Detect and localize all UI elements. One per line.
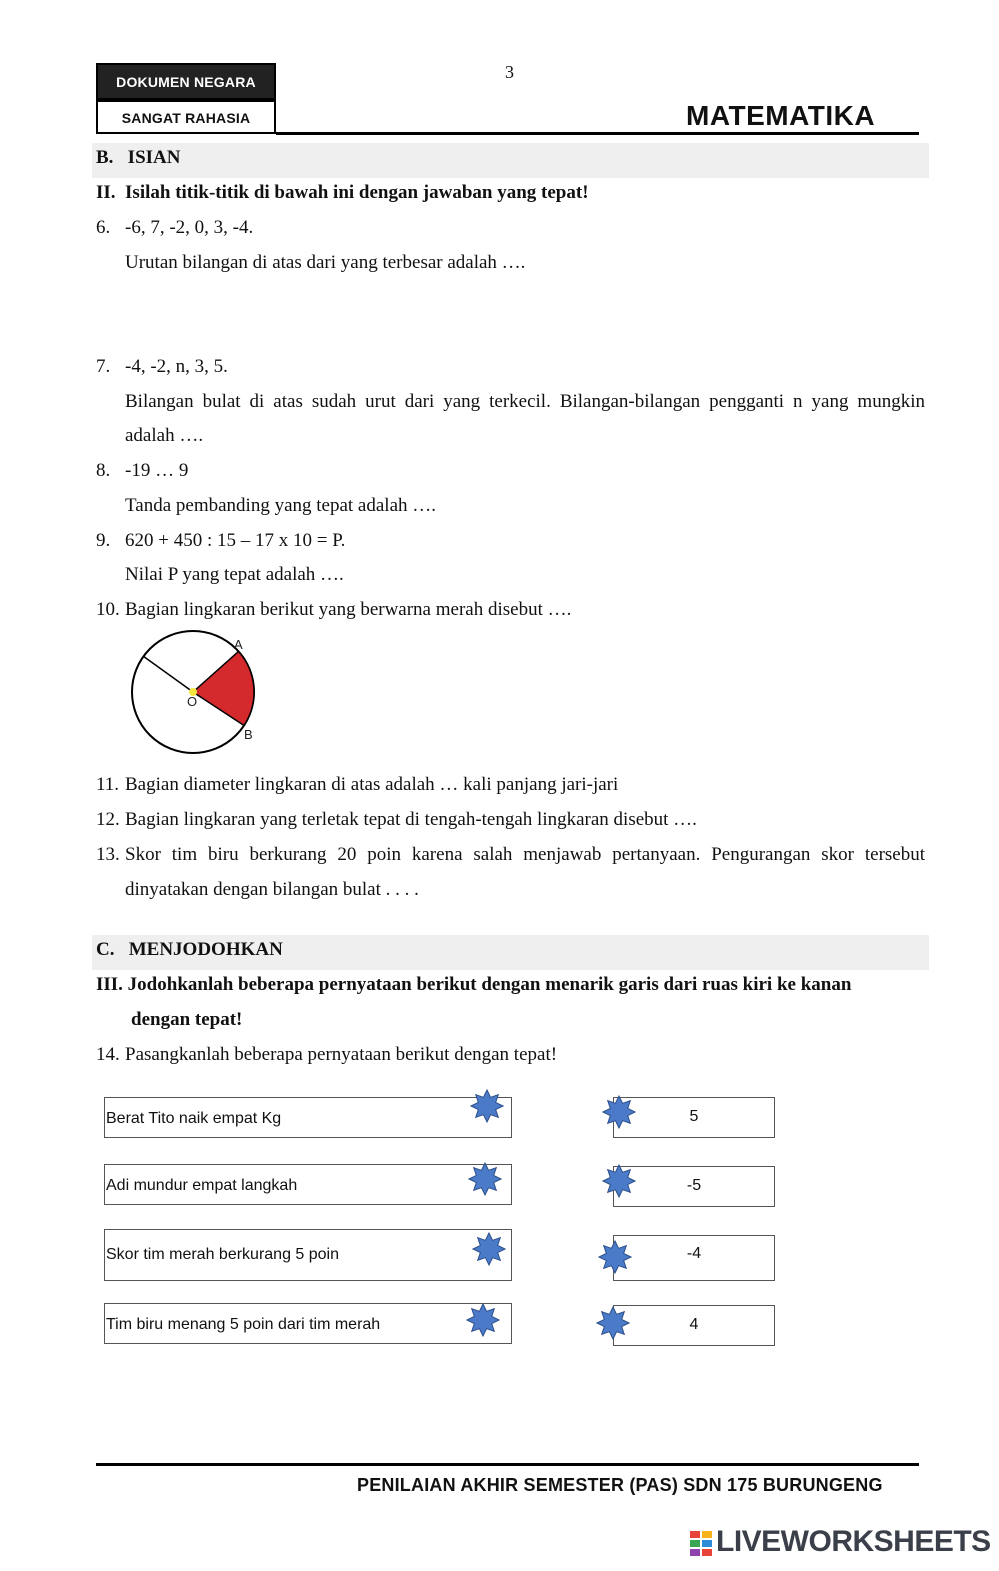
q14-number: 14. bbox=[96, 1044, 120, 1065]
q10-line1: Bagian lingkaran berikut yang berwarna merah disebut …. bbox=[125, 599, 572, 620]
q11-number: 11. bbox=[96, 774, 120, 795]
match-right-item-2: -5 bbox=[613, 1166, 775, 1207]
q12-line1: Bagian lingkaran yang terletak tepat di tengah-tengah lingkaran disebut …. bbox=[125, 809, 697, 830]
section-b-instruction: II. Isilah titik-titik di bawah ini dengan jawaban yang tepat! bbox=[96, 182, 589, 203]
q7-line1: -4, -2, n, 3, 5. bbox=[125, 356, 228, 377]
q6-line1: -6, 7, -2, 0, 3, -4. bbox=[125, 217, 254, 238]
match-left-item-2: Adi mundur empat langkah bbox=[104, 1164, 512, 1205]
label-b: B bbox=[244, 727, 253, 742]
q9-number: 9. bbox=[96, 530, 111, 551]
liveworksheets-logo-icon bbox=[690, 1531, 714, 1557]
section-c-instruction-line2: dengan tepat! bbox=[131, 1009, 243, 1030]
label-a: A bbox=[234, 637, 243, 652]
section-c-instruction-line1: III. Jodohkanlah beberapa pernyataan berikut dengan menarik garis dari ruas kiri ke kanan bbox=[96, 974, 852, 995]
star-icon[interactable] bbox=[466, 1303, 500, 1337]
q13-line1: Skor tim biru berkurang 20 poin karena salah menjawab pertanyaan. Pengurangan skor tersebut bbox=[125, 844, 925, 865]
header-divider bbox=[276, 132, 919, 135]
star-icon[interactable] bbox=[470, 1089, 504, 1123]
q7-number: 7. bbox=[96, 356, 111, 377]
star-icon[interactable] bbox=[596, 1306, 630, 1340]
page-number: 3 bbox=[505, 62, 514, 82]
match-left-item-1: Berat Tito naik empat Kg bbox=[104, 1097, 512, 1138]
section-b-bar bbox=[92, 143, 929, 178]
q9-line1: 620 + 450 : 15 – 17 x 10 = P. bbox=[125, 530, 346, 551]
stamp-dokumen-negara: DOKUMEN NEGARA bbox=[96, 63, 276, 100]
section-c-title: C. MENJODOHKAN bbox=[96, 939, 283, 960]
q12-number: 12. bbox=[96, 809, 120, 830]
match-right-item-4: 4 bbox=[613, 1305, 775, 1346]
star-icon[interactable] bbox=[602, 1095, 636, 1129]
match-right-item-1: 5 bbox=[613, 1097, 775, 1138]
section-b-title: B. ISIAN bbox=[96, 147, 181, 168]
q8-number: 8. bbox=[96, 460, 111, 481]
stamp-sangat-rahasia: SANGAT RAHASIA bbox=[96, 100, 276, 134]
q10-number: 10. bbox=[96, 599, 120, 620]
label-o: O bbox=[187, 694, 198, 709]
match-left-item-3: Skor tim merah berkurang 5 poin bbox=[104, 1229, 512, 1281]
footer-text: PENILAIAN AKHIR SEMESTER (PAS) SDN 175 BURUNGENG bbox=[357, 1475, 883, 1495]
footer-divider bbox=[96, 1463, 919, 1466]
q7-line2: Bilangan bulat di atas sudah urut dari yang terkecil. Bilangan-bilangan pengganti n yang mungkin bbox=[125, 391, 925, 412]
circle-sector-figure bbox=[126, 630, 266, 760]
q13-number: 13. bbox=[96, 844, 120, 865]
q6-number: 6. bbox=[96, 217, 111, 238]
star-icon[interactable] bbox=[468, 1162, 502, 1196]
q14-line1: Pasangkanlah beberapa pernyataan berikut dengan tepat! bbox=[125, 1044, 558, 1065]
subject-title: MATEMATIKA bbox=[686, 100, 876, 131]
match-right-item-3: -4 bbox=[613, 1235, 775, 1281]
liveworksheets-brand[interactable]: LIVEWORKSHEETS bbox=[716, 1525, 991, 1558]
star-icon[interactable] bbox=[598, 1240, 632, 1274]
match-left-item-4: Tim biru menang 5 poin dari tim merah bbox=[104, 1303, 512, 1344]
q11-line1: Bagian diameter lingkaran di atas adalah … kali panjang jari-jari bbox=[125, 774, 619, 795]
star-icon[interactable] bbox=[602, 1164, 636, 1198]
q9-line2: Nilai P yang tepat adalah …. bbox=[125, 564, 344, 585]
q6-line2: Urutan bilangan di atas dari yang terbesar adalah …. bbox=[125, 252, 526, 273]
q13-line2: dinyatakan dengan bilangan bulat . . . . bbox=[125, 879, 419, 900]
q8-line2: Tanda pembanding yang tepat adalah …. bbox=[125, 495, 437, 516]
star-icon[interactable] bbox=[472, 1232, 506, 1266]
q7-line3: adalah …. bbox=[125, 425, 204, 446]
q8-line1: -19 … 9 bbox=[125, 460, 189, 481]
